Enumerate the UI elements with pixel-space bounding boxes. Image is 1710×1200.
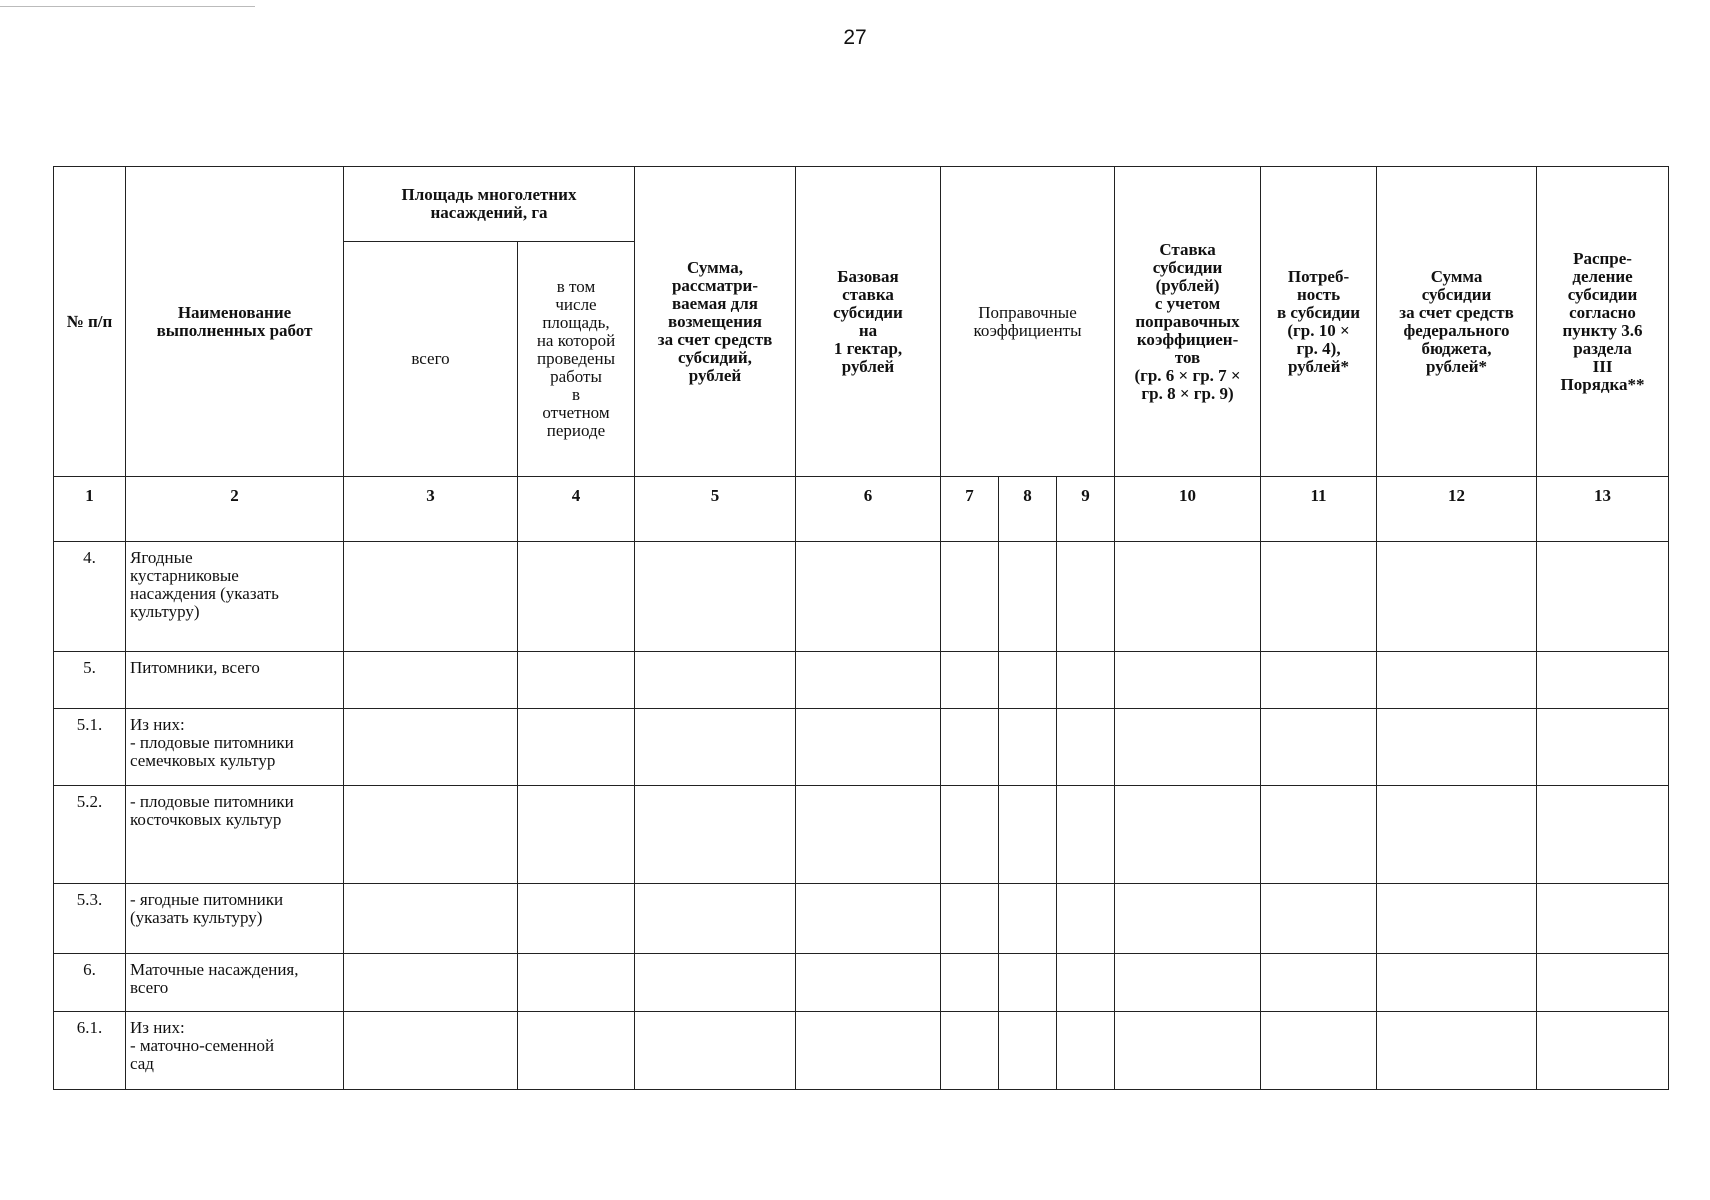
column-number: 9 <box>1057 477 1115 542</box>
table-cell <box>1057 709 1115 786</box>
table-cell <box>344 709 518 786</box>
table-cell <box>1377 954 1537 1012</box>
table-cell <box>635 954 796 1012</box>
column-number: 5 <box>635 477 796 542</box>
column-number: 4 <box>518 477 635 542</box>
table-cell <box>941 542 999 652</box>
header-area-group: Площадь многолетних насаждений, га <box>344 167 635 242</box>
row-name: - плодовые питомники косточковых культур <box>126 786 344 884</box>
table-cell <box>1261 954 1377 1012</box>
table-cell <box>518 1012 635 1090</box>
header-row-number: № п/п <box>54 167 126 477</box>
table-cell <box>1115 652 1261 709</box>
column-number: 6 <box>796 477 941 542</box>
table-cell <box>518 542 635 652</box>
table-cell <box>635 884 796 954</box>
header-area-total: всего <box>344 242 518 477</box>
table-cell <box>344 884 518 954</box>
table-cell <box>1115 542 1261 652</box>
table-cell <box>518 786 635 884</box>
table-cell <box>941 652 999 709</box>
table-cell <box>518 884 635 954</box>
page-number: 27 <box>843 26 867 49</box>
table-cell <box>635 652 796 709</box>
table-cell <box>344 786 518 884</box>
row-number: 5.3. <box>54 884 126 954</box>
table-cell <box>1057 954 1115 1012</box>
table-cell <box>941 786 999 884</box>
table-cell <box>941 709 999 786</box>
table-cell <box>1115 884 1261 954</box>
column-number: 10 <box>1115 477 1261 542</box>
table-cell <box>635 709 796 786</box>
table-cell <box>1537 542 1669 652</box>
table-cell <box>941 954 999 1012</box>
table-cell <box>796 709 941 786</box>
table-cell <box>999 954 1057 1012</box>
table-cell <box>1115 1012 1261 1090</box>
table-cell <box>518 954 635 1012</box>
column-number: 12 <box>1377 477 1537 542</box>
table-cell <box>1261 786 1377 884</box>
column-numbers-row <box>54 477 1669 542</box>
table-cell <box>344 652 518 709</box>
table-cell <box>1537 709 1669 786</box>
table-cell <box>635 542 796 652</box>
row-number: 5.2. <box>54 786 126 884</box>
row-number: 6.1. <box>54 1012 126 1090</box>
table-row <box>54 709 1669 786</box>
header-sum-for-reimbursement: Сумма, рассматри- ваемая для возмещения за счет средств субсидий, рублей <box>635 167 796 477</box>
table-cell <box>1261 884 1377 954</box>
table-cell <box>941 884 999 954</box>
column-number: 8 <box>999 477 1057 542</box>
row-name: Маточные насаждения, всего <box>126 954 344 1012</box>
table-cell <box>1057 652 1115 709</box>
table-row <box>54 1012 1669 1090</box>
table-cell <box>999 709 1057 786</box>
table-cell <box>1377 884 1537 954</box>
header-federal-subsidy-sum: Сумма субсидии за счет средств федерального бюджета, рублей* <box>1377 167 1537 477</box>
row-name: Питомники, всего <box>126 652 344 709</box>
table-cell <box>999 786 1057 884</box>
table-row <box>54 786 1669 884</box>
row-number: 5. <box>54 652 126 709</box>
table-cell <box>1115 786 1261 884</box>
table-cell <box>999 542 1057 652</box>
subsidy-calculation-table <box>53 166 1669 1090</box>
top-rule <box>0 6 255 7</box>
table-cell <box>1537 786 1669 884</box>
table-cell <box>1377 709 1537 786</box>
table-cell <box>1057 1012 1115 1090</box>
table-cell <box>1377 786 1537 884</box>
header-work-name: Наименование выполненных работ <box>126 167 344 477</box>
table-cell <box>1261 542 1377 652</box>
table-cell <box>635 1012 796 1090</box>
row-name: - ягодные питомники (указать культуру) <box>126 884 344 954</box>
row-name: Из них: - плодовые питомники семечковых культур <box>126 709 344 786</box>
table-cell <box>1057 786 1115 884</box>
table-cell <box>796 786 941 884</box>
column-number: 7 <box>941 477 999 542</box>
header-subsidy-need: Потреб- ность в субсидии (гр. 10 × гр. 4), рублей* <box>1261 167 1377 477</box>
table-cell <box>941 1012 999 1090</box>
table-cell <box>1261 1012 1377 1090</box>
header-base-rate: Базовая ставка субсидии на 1 гектар, рублей <box>796 167 941 477</box>
table-cell <box>1537 884 1669 954</box>
table-cell <box>1057 542 1115 652</box>
table-cell <box>518 652 635 709</box>
table-cell <box>796 954 941 1012</box>
table-cell <box>999 884 1057 954</box>
table-row <box>54 542 1669 652</box>
column-number: 2 <box>126 477 344 542</box>
table-cell <box>796 1012 941 1090</box>
header-subsidy-rate: Ставка субсидии (рублей) с учетом поправочных коэффициен- тов (гр. 6 × гр. 7 × гр. 8 × гр. 9) <box>1115 167 1261 477</box>
table-cell <box>1261 709 1377 786</box>
table-row <box>54 884 1669 954</box>
table-cell <box>1115 954 1261 1012</box>
column-number: 11 <box>1261 477 1377 542</box>
header-area-worked: в том числе площадь, на которой проведены работы в отчетном периоде <box>518 242 635 477</box>
table-cell <box>999 652 1057 709</box>
column-number: 13 <box>1537 477 1669 542</box>
table-cell <box>796 542 941 652</box>
row-number: 6. <box>54 954 126 1012</box>
table-cell <box>1537 1012 1669 1090</box>
table-row <box>54 954 1669 1012</box>
table-cell <box>999 1012 1057 1090</box>
row-number: 5.1. <box>54 709 126 786</box>
table-cell <box>1537 652 1669 709</box>
table-cell <box>1537 954 1669 1012</box>
table-cell <box>796 884 941 954</box>
header-subsidy-distribution: Распре- деление субсидии согласно пункту 3.6 раздела III Порядка** <box>1537 167 1669 477</box>
column-number: 1 <box>54 477 126 542</box>
header-correction-coefficients: Поправочные коэффициенты <box>941 167 1115 477</box>
table-cell <box>518 709 635 786</box>
table-row <box>54 652 1669 709</box>
table-cell <box>1261 652 1377 709</box>
table-cell <box>344 542 518 652</box>
table-cell <box>344 1012 518 1090</box>
column-number: 3 <box>344 477 518 542</box>
table-cell <box>1377 542 1537 652</box>
row-name: Из них: - маточно-семенной сад <box>126 1012 344 1090</box>
table-cell <box>796 652 941 709</box>
row-name: Ягодные кустарниковые насаждения (указать культуру) <box>126 542 344 652</box>
table-cell <box>1377 1012 1537 1090</box>
table-cell <box>344 954 518 1012</box>
table-cell <box>1057 884 1115 954</box>
table-cell <box>1115 709 1261 786</box>
table-cell <box>635 786 796 884</box>
table-cell <box>1377 652 1537 709</box>
row-number: 4. <box>54 542 126 652</box>
